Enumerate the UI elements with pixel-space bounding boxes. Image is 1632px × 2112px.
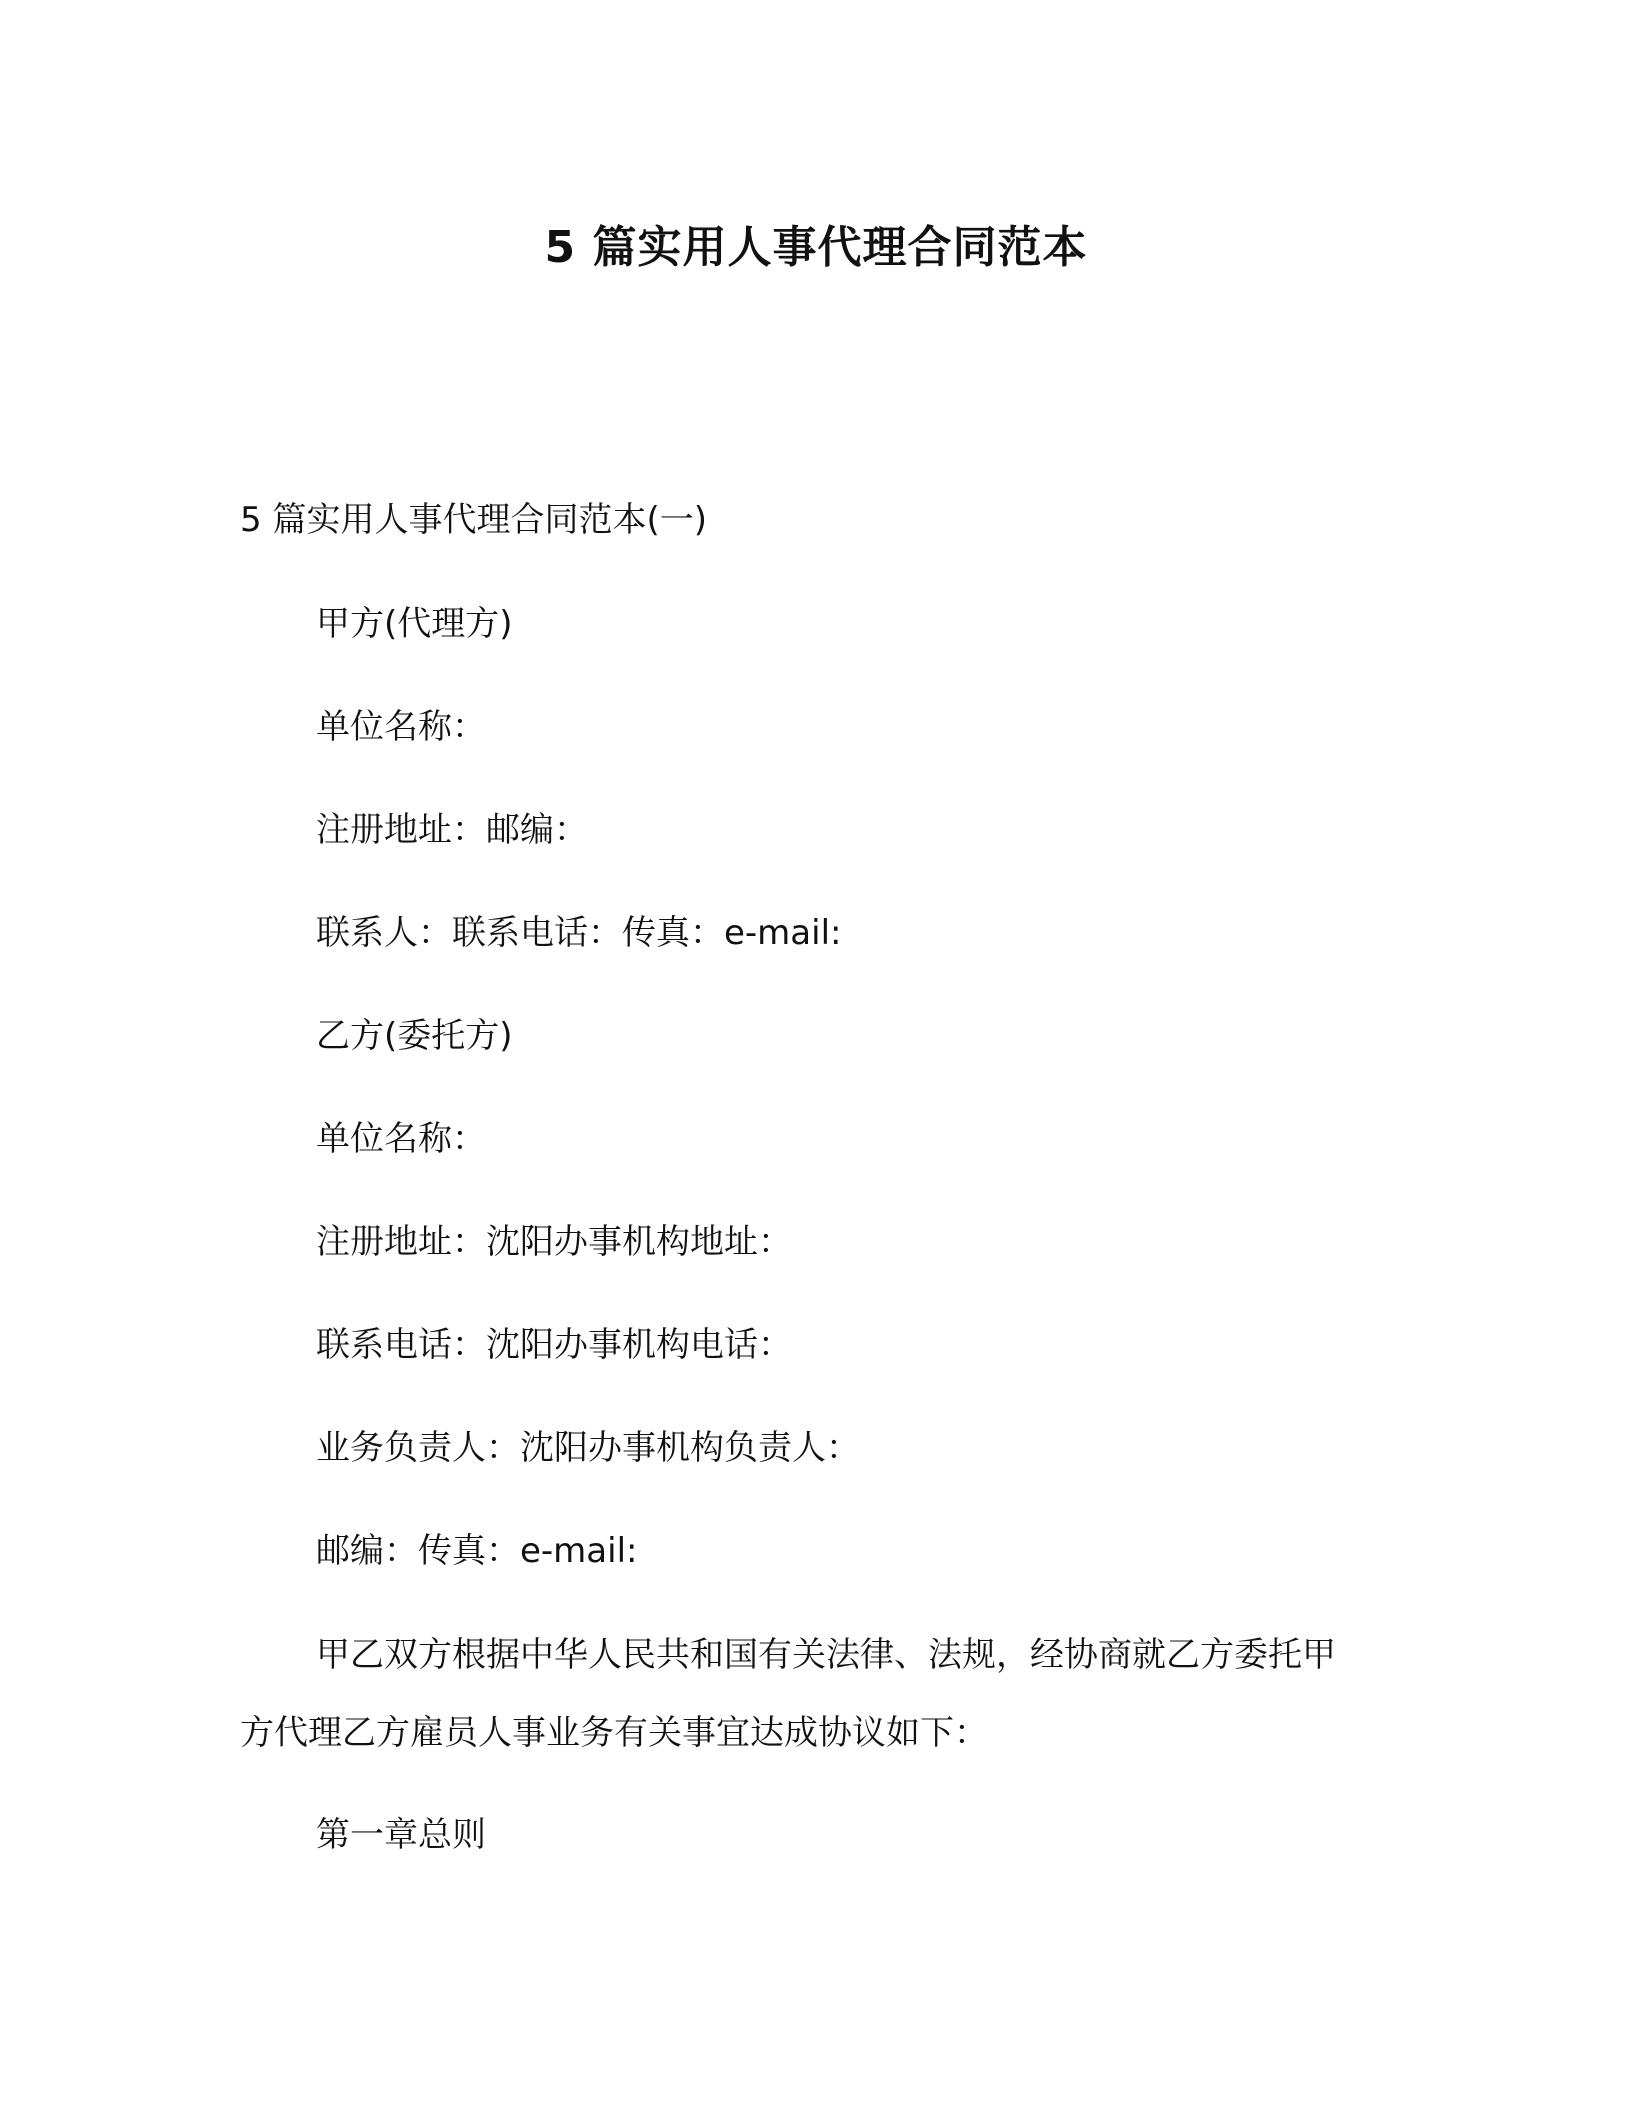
- section-heading: 5 篇实用人事代理合同范本(一): [240, 500, 707, 540]
- party-a-unit-name: 单位名称：: [316, 707, 486, 747]
- party-a-contacts: 联系人：联系电话：传真：e-mail:: [316, 913, 842, 953]
- intro-paragraph: 甲乙双方根据中华人民共和国有关法律、法规，经协商就乙方委托甲方代理乙方雇员人事业务有关事宜达成协议如下：: [240, 1635, 1336, 1753]
- party-b-manager: 业务负责人：沈阳办事机构负责人：: [316, 1428, 860, 1468]
- document-title: 5 篇实用人事代理合同范本: [544, 222, 1088, 273]
- party-b-phone: 联系电话：沈阳办事机构电话：: [316, 1325, 792, 1365]
- party-b-address: 注册地址：沈阳办事机构地址：: [316, 1222, 792, 1262]
- party-b-heading: 乙方(委托方): [316, 1016, 513, 1056]
- party-b-unit-name: 单位名称：: [316, 1119, 486, 1159]
- party-b-postcode-fax-email: 邮编：传真：e-mail:: [316, 1531, 638, 1571]
- party-a-heading: 甲方(代理方): [316, 604, 513, 644]
- chapter-heading: 第一章总则: [316, 1815, 486, 1855]
- party-a-address-postcode: 注册地址：邮编：: [316, 810, 588, 850]
